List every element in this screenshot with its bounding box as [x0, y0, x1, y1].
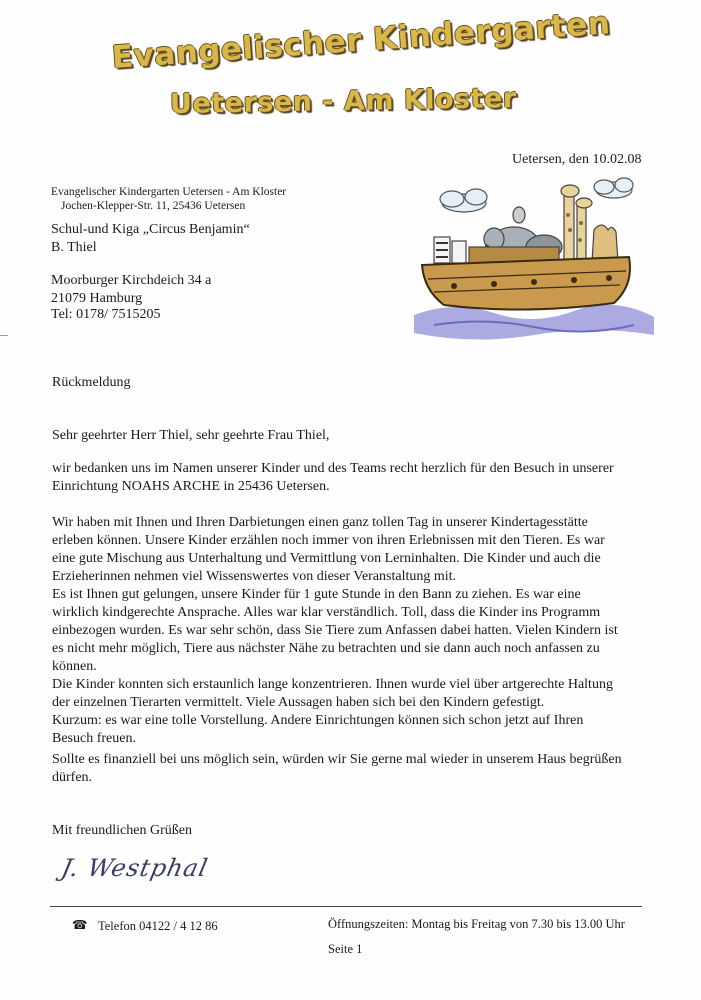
page-number: Seite 1: [328, 942, 363, 956]
recipient-line3: Moorburger Kirchdeich 34 a: [51, 273, 212, 288]
text-line: Sollte es finanziell bei uns möglich sein, würden wir Sie gerne mal wieder in unserem Haus begrüßen: [52, 752, 622, 767]
text-line: Die Kinder konnten sich erstaunlich lange konzentrieren. Ihnen wurde viel über artgerechte Haltung: [52, 677, 613, 692]
date-line: Uetersen, den 10.02.08: [512, 152, 642, 167]
recipient-line1: Schul-und Kiga „Circus Benjamin“: [51, 222, 250, 237]
zebra-icon: [434, 237, 466, 263]
text-line: einbezogen wurden. Es war sehr schön, dass Sie Tiere zum Anfassen dabei hatten. Vielen Kindern ist: [52, 623, 618, 638]
text-line: können.: [52, 659, 97, 674]
subject-line: Rückmeldung: [52, 375, 131, 390]
text-line: Kurzum: es war eine tolle Vorstellung. Andere Einrichtungen können sich schon jetzt auf Ihren: [52, 713, 584, 728]
closing: Mit freundlichen Grüßen: [52, 823, 192, 838]
salutation: Sehr geehrter Herr Thiel, sehr geehrte Frau Thiel,: [52, 428, 330, 443]
text-line: Erzieherinnen nehmen viel Wissenswertes von dieser Veranstaltung mit.: [52, 569, 457, 584]
text-line: der einzelnen Tierarten vermittelt. Viele Aussagen haben sich bei den Kindern gefestigt.: [52, 695, 545, 710]
text-line: eine gute Mischung aus Unterhaltung und Vermittlung von Lerninhalten. Die Kinder und auch die: [52, 551, 601, 566]
sender-line2: Jochen-Klepper-Str. 11, 25436 Uetersen: [61, 200, 246, 212]
text-line: Es ist Ihnen gut gelungen, unsere Kinder für 1 gute Stunde in den Bann zu ziehen. Es war eine: [52, 587, 581, 602]
letterhead-logo-line2: Uetersen - Am Kloster: [169, 82, 517, 121]
paragraph-3: [52, 751, 652, 787]
owl-icon: [513, 207, 525, 223]
recipient-line4: 21079 Hamburg: [51, 291, 143, 306]
footer-divider: [50, 906, 642, 907]
giraffe-icon: [561, 185, 592, 263]
text-line: erleben können. Unsere Kinder erzählen noch immer von ihren Erlebnissen mit den Tieren. Es war: [52, 533, 605, 548]
text-line: Einrichtung NOAHS ARCHE in 25436 Uetersen.: [52, 479, 330, 494]
text-line: Besuch freuen.: [52, 731, 136, 746]
handwritten-signature: J. Westphal: [59, 854, 211, 882]
paragraph-2: [52, 514, 652, 748]
letterhead-logo-line1: Evangelischer Kindergarten: [110, 5, 612, 76]
text-line: es nicht mehr möglich, Tiere aus nächster Nähe zu betrachten und sie dann auch noch anfassen zu: [52, 641, 600, 656]
recipient-line2: B. Thiel: [51, 240, 97, 255]
text-line: Wir haben mit Ihnen und Ihren Darbietungen einen ganz tollen Tag in unserer Kindertagesstätte: [52, 515, 588, 530]
footer-opening-hours: Öffnungszeiten: Montag bis Freitag von 7.30 bis 13.00 Uhr: [328, 917, 625, 931]
fold-mark: [0, 335, 8, 336]
noahs-ark-illustration: [414, 175, 654, 340]
sender-line1: Evangelischer Kindergarten Uetersen - Am Kloster: [51, 186, 287, 198]
telephone-icon: ☎: [72, 918, 88, 932]
cloud-icon: [594, 178, 633, 198]
paragraph-1: [52, 460, 652, 496]
text-line: wirklich kindgerechte Ansprache. Alles war klar verständlich. Toll, dass die Kinder ins Programm: [52, 605, 601, 620]
recipient-line5: Tel: 0178/ 7515205: [51, 307, 161, 322]
footer-phone: Telefon 04122 / 4 12 86: [98, 919, 218, 933]
camel-icon: [592, 225, 618, 262]
cloud-icon: [440, 189, 487, 212]
text-line: dürfen.: [52, 770, 93, 785]
text-line: wir bedanken uns im Namen unserer Kinder und des Teams recht herzlich für den Besuch in unserer: [52, 461, 614, 476]
